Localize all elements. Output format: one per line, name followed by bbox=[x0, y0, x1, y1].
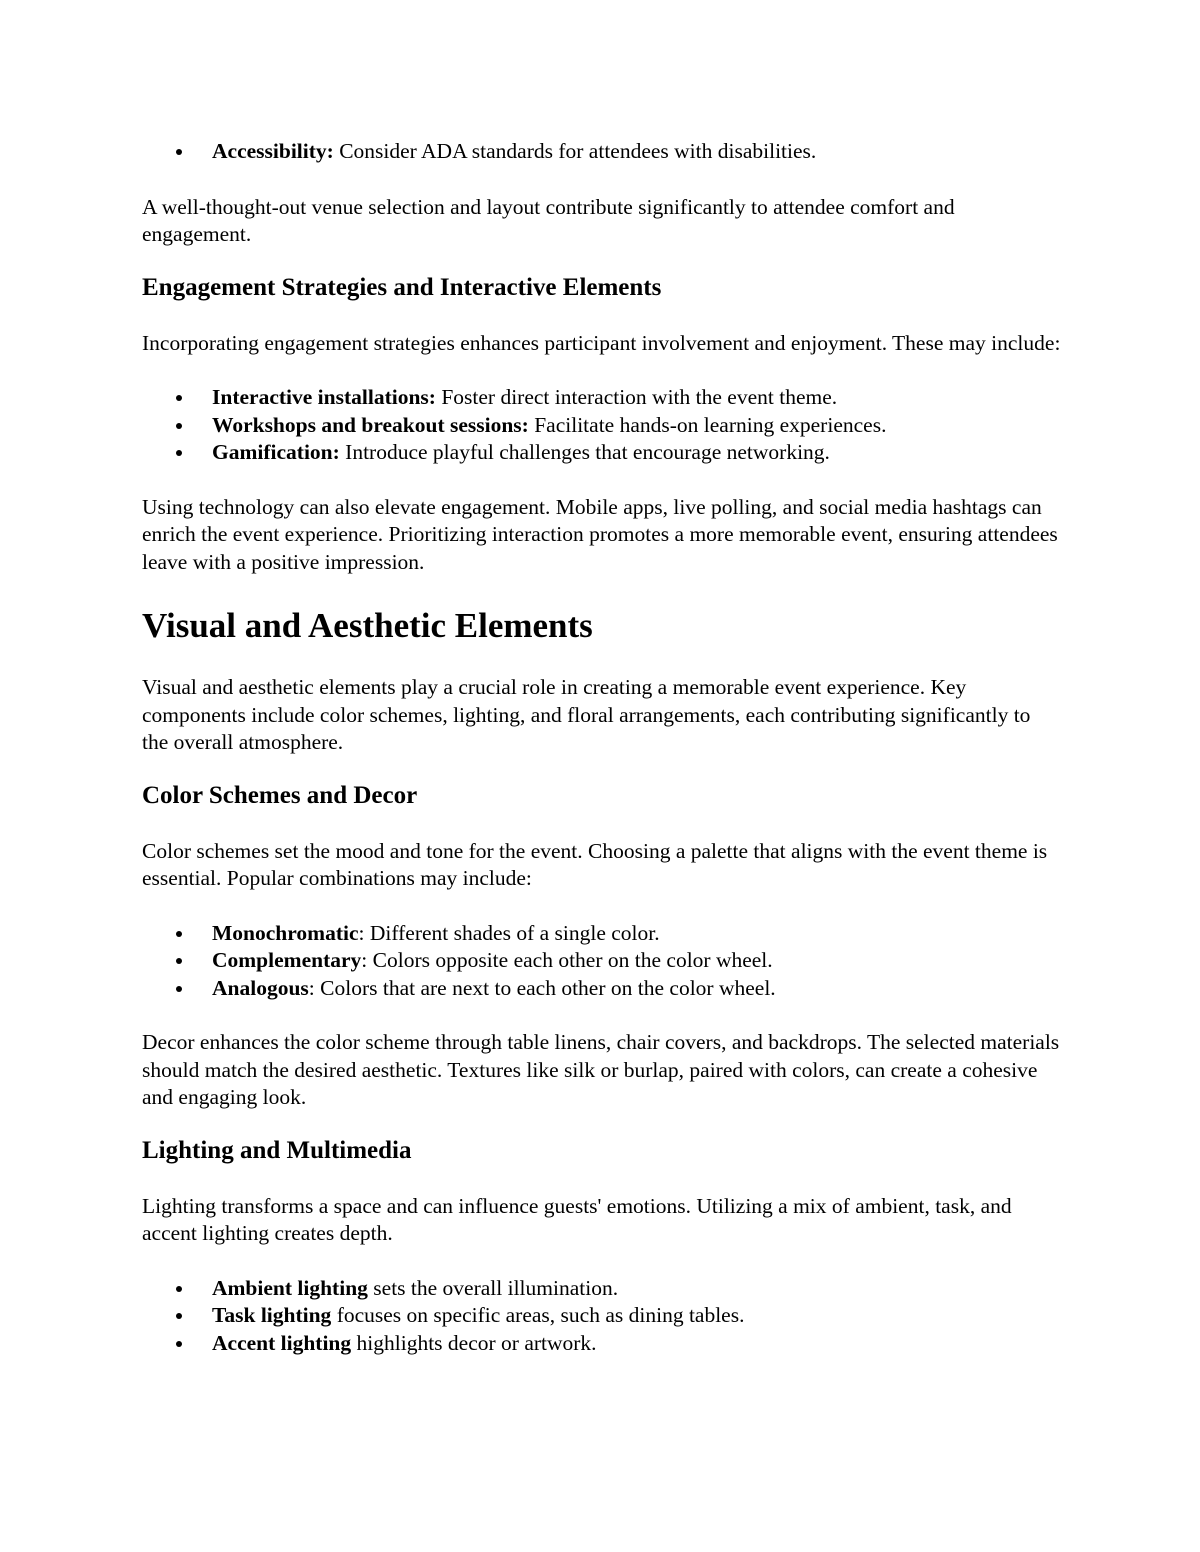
lighting-intro: Lighting transforms a space and can influence guests' emotions. Utilizing a mix of ambient, task, and accent lighting creates depth. bbox=[142, 1193, 1012, 1245]
list-item-text: Facilitate hands-on learning experiences. bbox=[528, 412, 887, 437]
list-item bbox=[142, 384, 1062, 412]
list-item-text: Introduce playful challenges that encourage networking. bbox=[339, 440, 830, 464]
list-item-term: Ambient lighting bbox=[212, 1275, 368, 1300]
color-intro: Color schemes set the mood and tone for the event. Choosing a palette that aligns with the event theme is essential. Popular combinations may include: bbox=[142, 838, 1048, 890]
list-item-term: Workshops and breakout sessions: bbox=[212, 412, 529, 437]
engagement-list bbox=[142, 384, 1062, 467]
lighting-heading: Lighting and Multimedia bbox=[142, 1136, 412, 1164]
list-item bbox=[142, 947, 1062, 975]
color-heading: Color Schemes and Decor bbox=[142, 781, 418, 809]
list-item bbox=[142, 920, 1062, 948]
list-item-term: Analogous bbox=[212, 975, 309, 1000]
list-item bbox=[142, 1275, 1062, 1303]
list-item bbox=[142, 975, 1062, 1003]
list-item bbox=[142, 138, 1062, 166]
list-item-term: Accent lighting bbox=[212, 1330, 352, 1355]
list-item bbox=[142, 439, 1062, 467]
list-item-term: Gamification: bbox=[212, 440, 340, 464]
list-item-term: Interactive installations: bbox=[212, 385, 436, 409]
document-page bbox=[142, 138, 1062, 1357]
list-item bbox=[142, 1302, 1062, 1330]
list-item-text: highlights decor or artwork. bbox=[351, 1330, 597, 1355]
list-item-text: Consider ADA standards for attendees with disabilities. bbox=[333, 139, 817, 163]
list-item-text: : Colors that are next to each other on the color wheel. bbox=[308, 975, 776, 1000]
list-item-term: Accessibility: bbox=[212, 139, 334, 163]
visual-intro: Visual and aesthetic elements play a crucial role in creating a memorable event experience. Key components include color schemes, lighting, and floral arrangements, each contributing significantly to the overall atmosphere. bbox=[142, 675, 1031, 754]
visual-heading: Visual and Aesthetic Elements bbox=[142, 606, 593, 645]
color-list bbox=[142, 920, 1062, 1003]
engagement-intro: Incorporating engagement strategies enhances participant involvement and enjoyment. These may include: bbox=[142, 330, 1061, 355]
list-item-term: Monochromatic bbox=[212, 920, 359, 945]
venue-paragraph: A well-thought-out venue selection and layout contribute significantly to attendee comfort and engagement. bbox=[142, 194, 955, 246]
engagement-heading: Engagement Strategies and Interactive Elements bbox=[142, 273, 662, 301]
list-item-term: Complementary bbox=[212, 948, 362, 972]
list-item-term: Task lighting bbox=[212, 1303, 332, 1327]
list-item-text: : Different shades of a single color. bbox=[358, 920, 660, 945]
lighting-list bbox=[142, 1275, 1062, 1358]
color-closing: Decor enhances the color scheme through table linens, chair covers, and backdrops. The selected materials should match the desired aesthetic. Textures like silk or burlap, paired with colors, can create a cohesive and engaging look. bbox=[142, 1030, 1060, 1109]
list-item bbox=[142, 412, 1062, 440]
accessibility-list bbox=[142, 138, 1062, 166]
list-item-text: : Colors opposite each other on the color wheel. bbox=[361, 948, 773, 972]
list-item-text: focuses on specific areas, such as dining tables. bbox=[331, 1303, 745, 1327]
list-item bbox=[142, 1330, 1062, 1358]
list-item-text: Foster direct interaction with the event theme. bbox=[435, 385, 838, 409]
engagement-closing: Using technology can also elevate engagement. Mobile apps, live polling, and social media hashtags can enrich the event experience. Prioritizing interaction promotes a more memorable event, ensuring attendees leave with a positive impression. bbox=[142, 494, 1058, 574]
list-item-text: sets the overall illumination. bbox=[367, 1275, 619, 1300]
